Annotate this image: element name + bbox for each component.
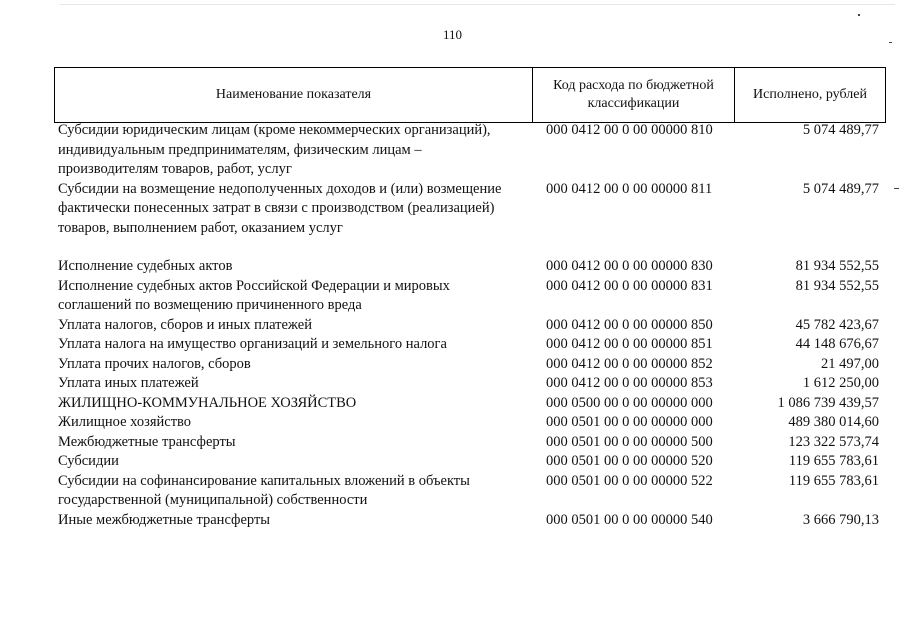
row-name: ЖИЛИЩНО-КОММУНАЛЬНОЕ ХОЗЯЙСТВО (58, 394, 357, 411)
row-code: 000 0501 00 0 00 00000 520 (546, 453, 713, 469)
row-amount: 44 148 676,67 (795, 336, 879, 352)
row-code: 000 0412 00 0 00 00000 850 (546, 316, 713, 333)
row-name: Жилищное хозяйство (58, 414, 192, 430)
row-amount: 489 380 014,60 (788, 414, 879, 430)
row-code: 000 0412 00 0 00 00000 852 (546, 355, 713, 372)
row-amount: 119 655 783,61 (788, 472, 879, 489)
table-row (54, 433, 885, 453)
row-name: Исполнение судебных актов Российской Федерации и мировых соглашений по возмещению причиненного вреда (58, 277, 450, 313)
row-name: Межбюджетные трансферты (58, 433, 236, 450)
table-row (54, 121, 885, 180)
row-name: Субсидии (58, 453, 119, 469)
row-name: Исполнение судебных актов (58, 258, 233, 274)
row-code: 000 0412 00 0 00 00000 810 (546, 122, 713, 138)
page-number: 110 (442, 27, 463, 42)
scan-speck (858, 14, 860, 16)
table-row (54, 277, 885, 316)
row-amount: 1 086 739 439,57 (777, 394, 879, 411)
table-row (54, 257, 885, 277)
row-amount: 5 074 489,77 (802, 180, 879, 197)
table-row (54, 316, 885, 336)
table-row (54, 394, 885, 414)
table-row (54, 335, 885, 355)
row-name: Иные межбюджетные трансферты (58, 511, 271, 528)
row-amount: 5 074 489,77 (802, 122, 879, 138)
row-name: Субсидии на софинансирование капитальных вложений в объекты государственной (муниципальной) собственности (58, 472, 470, 508)
table-row (54, 355, 885, 375)
row-amount: 81 934 552,55 (795, 277, 879, 294)
row-name: Уплата налогов, сборов и иных платежей (58, 316, 312, 333)
row-name: Уплата налога на имущество организаций и земельного налога (58, 336, 447, 352)
column-header-amount: Исполнено, рублей (735, 68, 886, 123)
row-name: Субсидии юридическим лицам (кроме некоммерческих организаций), индивидуальным предпринимателям, физическим лицам – производителям товаров, работ, услуг (58, 122, 491, 177)
row-amount: 21 497,00 (821, 355, 879, 372)
scan-speck (894, 188, 899, 189)
row-code: 000 0501 00 0 00 00000 000 (546, 414, 713, 430)
row-code: 000 0412 00 0 00 00000 830 (546, 258, 713, 274)
table-row (54, 180, 885, 239)
row-code: 000 0412 00 0 00 00000 811 (546, 180, 713, 197)
row-code: 000 0501 00 0 00 00000 540 (546, 511, 713, 528)
column-header-code: Код расхода по бюджетной классификации (533, 68, 735, 123)
table-row (54, 511, 885, 531)
table-row (54, 472, 885, 511)
scan-edge-line (60, 4, 895, 5)
row-name: Уплата иных платежей (58, 375, 199, 391)
table-body (54, 121, 885, 530)
row-amount: 1 612 250,00 (802, 375, 879, 391)
table-row (54, 374, 885, 394)
column-header-name: Наименование показателя (55, 68, 533, 123)
row-amount: 123 322 573,74 (788, 433, 879, 450)
row-amount: 81 934 552,55 (795, 258, 879, 274)
row-code: 000 0500 00 0 00 00000 000 (546, 394, 713, 411)
row-amount: 45 782 423,67 (795, 316, 879, 333)
row-code: 000 0501 00 0 00 00000 522 (546, 472, 713, 489)
table-header (54, 67, 886, 123)
row-name: Уплата прочих налогов, сборов (58, 355, 251, 372)
row-amount: 3 666 790,13 (802, 511, 879, 528)
row-code: 000 0412 00 0 00 00000 853 (546, 375, 713, 391)
row-code: 000 0412 00 0 00 00000 851 (546, 336, 713, 352)
table-row (54, 413, 885, 433)
table-row (54, 452, 885, 472)
row-code: 000 0412 00 0 00 00000 831 (546, 277, 713, 294)
row-code: 000 0501 00 0 00 00000 500 (546, 433, 713, 450)
row-name: Субсидии на возмещение недополученных доходов и (или) возмещение фактически понесенных затрат в связи с производством (реализацией) товаров, выполнением работ, оказанием услуг (58, 180, 502, 236)
row-spacer (54, 238, 885, 257)
row-amount: 119 655 783,61 (788, 453, 879, 469)
